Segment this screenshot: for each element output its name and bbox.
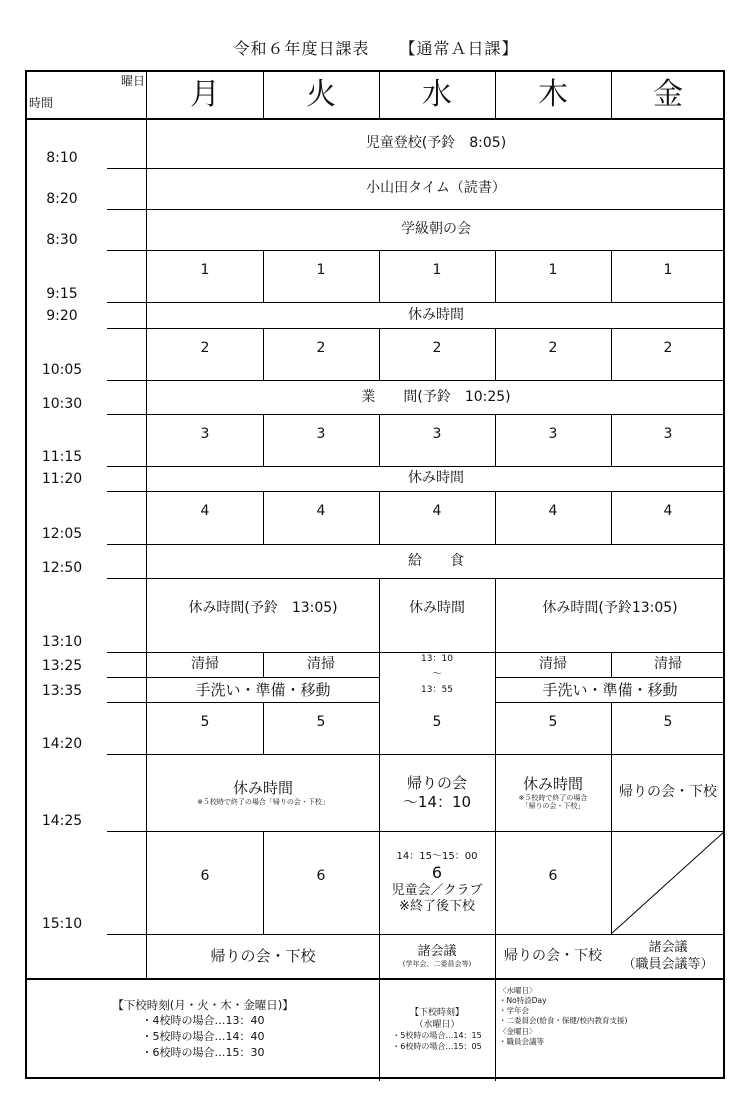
time-label: 12:50 [41,560,83,576]
p6-wed [379,832,495,934]
time-label: 10:05 [41,362,83,378]
wed6-club: 児童会／クラブ [391,883,483,898]
p1-thu: 1 [548,262,558,279]
footer-mid-title: 【下校時刻】 [409,1007,464,1018]
break-label: 休み時間 [232,779,293,798]
footer-right-line: ・No特設Day [499,996,547,1006]
p4-fri: 4 [663,503,673,520]
p2-wed: 2 [432,340,442,357]
p2-mon: 2 [200,340,210,357]
footer-right-line: 〈水曜日〉 [499,986,537,995]
afternoon-break-thu [495,755,611,831]
time-label: 14:25 [41,813,83,829]
p1-mon: 1 [200,262,210,279]
cleaning-tue: 清掃 [307,656,335,673]
p5-tue: 5 [316,714,326,731]
prep-thu-fri: 手洗い・準備・移動 [542,680,678,699]
p2-fri: 2 [663,340,673,357]
noon-break-thu-fri: 休み時間(予鈴13:05) [542,600,678,617]
wed6-number: 6 [431,863,443,882]
p4-mon: 4 [200,503,210,520]
day-mon: 月 [190,77,220,113]
cleaning-fri: 清掃 [654,656,682,673]
page-title [0,36,752,59]
footer-right-line: ・職員会議等 [499,1036,544,1046]
wed-dismissal: 帰りの会 ～14：10 [402,774,472,811]
footer-dismissal-times [27,980,379,1079]
wed6-note: ※終了後下校 [399,899,475,915]
footer-mid-line: ・6校時の場合…15：05 [392,1041,482,1051]
footer-right-line: 〈金曜日〉 [499,1026,537,1036]
p6-tue: 6 [316,868,326,885]
p4-tue: 4 [316,503,326,520]
p3-fri: 3 [663,426,673,443]
wed-meetings [379,935,495,978]
time-label: 13:35 [41,683,83,699]
p1-tue: 1 [316,262,326,279]
noon-break-wed: 休み時間 [409,600,465,617]
footer-left-line: ・5校時の場合…14：40 [141,1029,265,1043]
time-label: 15:10 [41,916,83,932]
p2-thu: 2 [548,340,558,357]
wed-meetings-note: (学年会、二委員会等) [402,960,472,969]
cleaning-thu: 清掃 [539,656,567,673]
corner-time: 時間 [29,95,54,110]
footer-right-line: ・学年会 [499,1006,529,1016]
time-label: 12:05 [41,526,83,542]
wed-time-start: 13：10 [421,654,453,665]
time-label: 8:10 [46,150,78,166]
footer-left-title: 【下校時刻(月・火・木・金曜日)】 [112,998,294,1013]
p3-wed: 3 [432,426,442,443]
day-tue: 火 [306,77,336,113]
time-label: 10:30 [41,396,83,412]
wed-meetings-label: 諸会議 [417,944,457,960]
wed-time-end: 13：55 [421,685,453,696]
title-sub: 【通常Ａ日課】 [399,39,519,58]
footer-mid-sub: （水曜日） [414,1019,460,1030]
corner-day: 曜日 [120,73,145,88]
time-label: 11:20 [41,471,83,487]
break-note: ※５校時で終了の場合「帰りの会・下校」 [197,798,329,807]
time-label: 8:30 [46,232,78,248]
p2-tue: 2 [316,340,326,357]
wed6-time: 14：15～15：00 [396,850,478,862]
p3-mon: 3 [200,426,210,443]
time-label: 8:20 [46,191,78,207]
dismissal-mon-tue: 帰りの会・下校 [210,947,316,966]
time-label: 9:15 [46,286,78,302]
footer-wed-dismissal [379,980,495,1079]
fri-dismissal: 帰りの会・下校 [619,784,717,801]
timetable [25,70,725,1079]
lunch-cell: 給 食 [408,552,464,569]
p6-mon: 6 [200,868,210,885]
day-thu: 木 [538,77,568,113]
p3-tue: 3 [316,426,326,443]
arrival-cell: 児童登校(予鈴 8:05) [365,135,507,152]
p5-wed: 5 [432,714,442,731]
p1-wed: 1 [432,262,442,279]
prep-mon-tue: 手洗い・準備・移動 [195,680,331,699]
footer-meeting-notes [495,980,725,1079]
footer-left-line: ・6校時の場合…15：30 [141,1045,265,1059]
afternoon-break-mon-tue [147,755,379,831]
day-fri: 金 [653,77,683,113]
morning-meeting-cell: 学級朝の会 [401,221,471,238]
p6-thu: 6 [548,868,558,885]
cleaning-mon: 清掃 [191,656,219,673]
title-main: 令和６年度日課表 [233,39,370,58]
footer-mid-line: ・5校時の場合…14：15 [392,1030,482,1040]
p4-thu: 4 [548,503,558,520]
time-label: 13:25 [41,658,83,674]
footer-right-line: ・二委員会(給食・保健/校内教育支援) [499,1016,628,1026]
recess-cell: 業 間(予鈴 10:25) [361,388,511,405]
break-label: 休み時間 [522,775,583,794]
time-label: 11:15 [41,449,83,465]
wed-time-tilde: ～ [432,668,442,680]
break-note: ※５校時で終了の場合 「帰りの会・下校」 [518,793,588,811]
day-wed: 水 [422,77,452,113]
dismissal-thu: 帰りの会・下校 [504,947,602,964]
p3-thu: 3 [548,426,558,443]
fri-meetings: 諸会議 （職員会議等） [622,940,714,972]
break-cell: 休み時間 [408,470,464,487]
reading-cell: 小山田タイム（読書） [366,180,506,197]
p5-thu: 5 [548,714,558,731]
noon-break-mon-tue: 休み時間(予鈴 13:05) [188,600,338,617]
p5-mon: 5 [200,714,210,731]
p1-fri: 1 [663,262,673,279]
break-cell: 休み時間 [408,306,464,323]
time-label: 9:20 [46,308,78,324]
time-label: 14:20 [41,736,83,752]
time-label: 13:10 [41,634,83,650]
footer-left-line: ・4校時の場合…13：40 [141,1013,265,1027]
empty-cell-diagonal [611,831,725,934]
p4-wed: 4 [432,503,442,520]
p5-fri: 5 [663,714,673,731]
